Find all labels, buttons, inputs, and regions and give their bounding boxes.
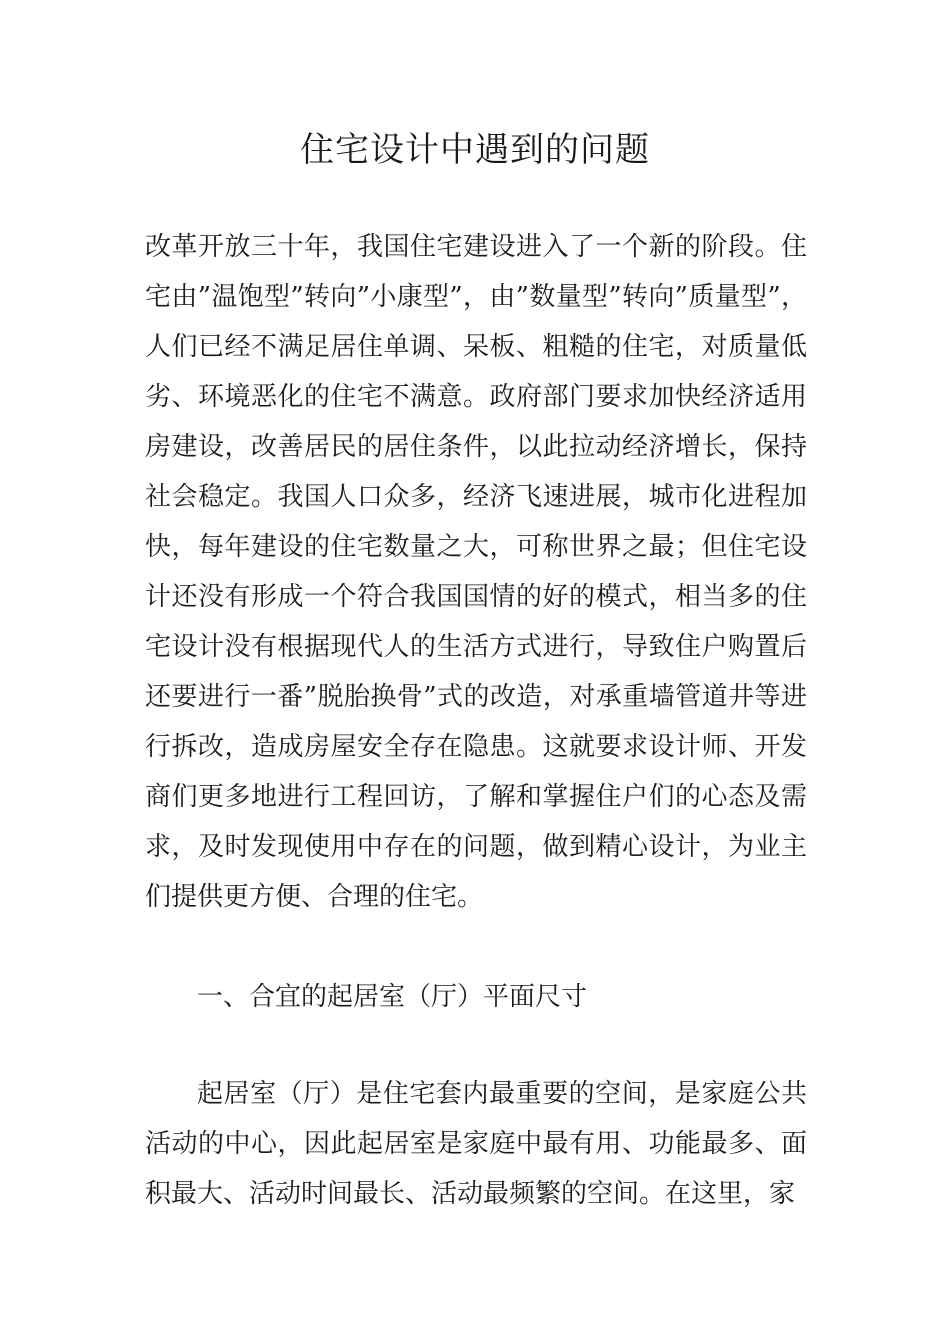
section-paragraph: 起居室（厅）是住宅套内最重要的空间，是家庭公共活动的中心，因此起居室是家庭中最有用、功能最多、面积最大、活动时间最长、活动最频繁的空间。在这里，家 <box>145 1079 807 1209</box>
document-title: 住宅设计中遇到的问题 <box>300 130 650 170</box>
section-heading: 一、合宜的起居室（厅）平面尺寸 <box>197 982 588 1012</box>
intro-paragraph: 改革开放三十年，我国住宅建设进入了一个新的阶段。住宅由”温饱型”转向”小康型”，由”数量型”转向”质量型”，人们已经不满足居住单调、呆板、粗糙的住宅，对质量低劣、环境恶化的住宅不满意。政府部门要求加快经济适用房建设，改善居民的居住条件，以此拉动经济增长，保持社会稳定。我国人口众多，经济飞速进展，城市化进程加快，每年建设的住宅数量之大，可称世界之最；但住宅设计还没有形成一个符合我国国情的好的模式，相当多的住宅设计没有根据现代人的生活方式进行，导致住户购置后还要进行一番”脱胎换骨”式的改造，对承重墙管道井等进行拆改，造成房屋安全存在隐患。这就要求设计师、开发商们更多地进行工程回访，了解和掌握住户们的心态及需求，及时发现使用中存在的问题，做到精心设计，为业主们提供更方便、合理的住宅。 <box>145 232 807 912</box>
